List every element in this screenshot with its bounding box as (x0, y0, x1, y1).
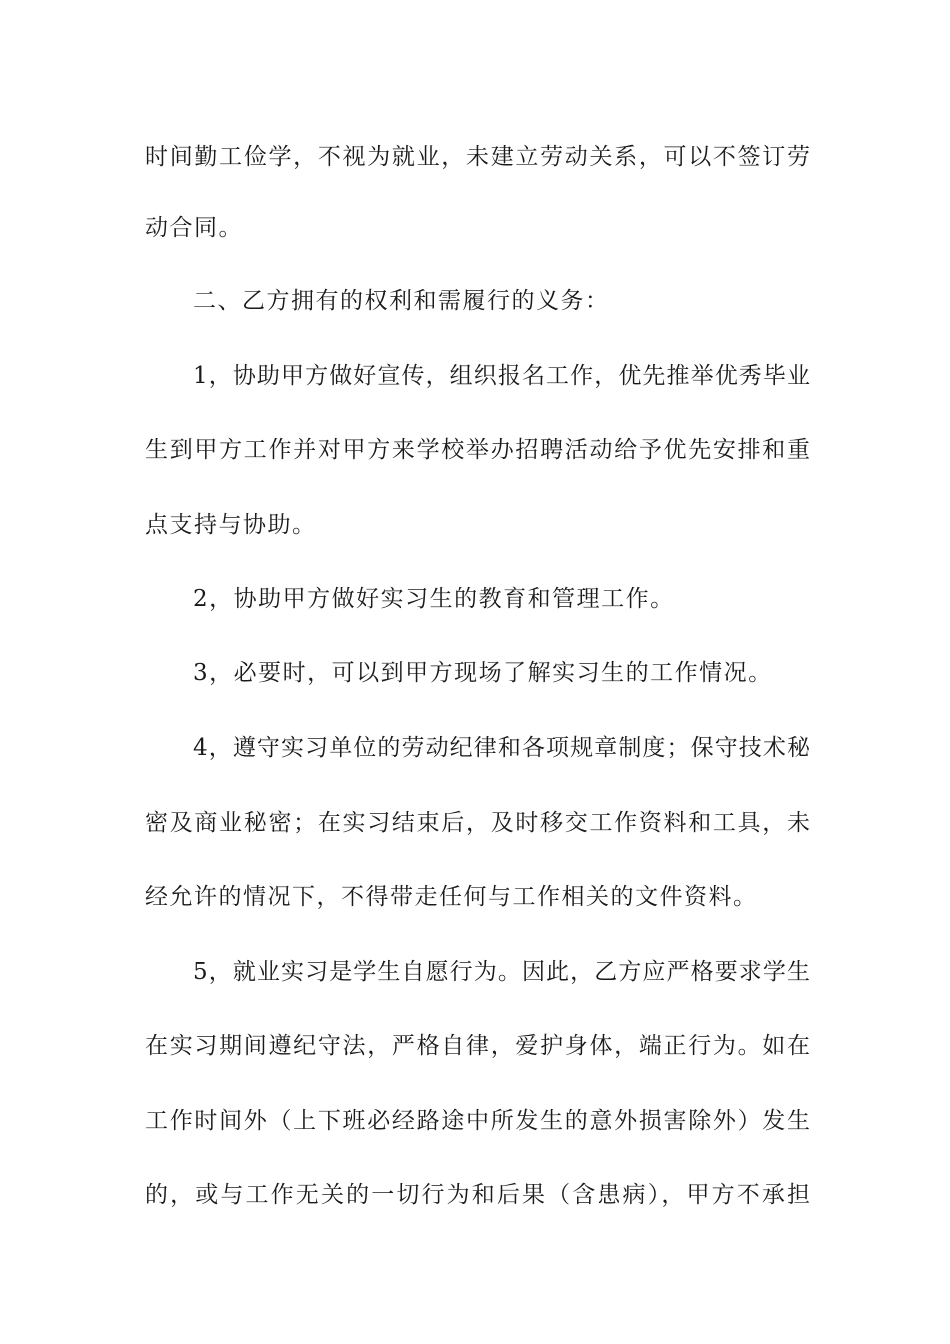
text-line-item-3: 3，必要时，可以到甲方现场了解实习生的工作情况。 (193, 660, 773, 686)
text-line-1: 时间勤工俭学，不视为就业，未建立劳动关系，可以不签订劳 (145, 144, 810, 170)
text-line-item-5b: 在实习期间遵纪守法，严格自律，爱护身体，端正行为。如在 (145, 1033, 810, 1059)
text-line-item-4b: 密及商业秘密；在实习结束后，及时移交工作资料和工具，未 (145, 810, 810, 836)
text-line-item-4a: 4，遵守实习单位的劳动纪律和各项规章制度；保守技术秘 (193, 735, 810, 761)
text-line-2: 动合同。 (145, 215, 243, 241)
section-heading-rights-obligations: 二、乙方拥有的权利和需履行的义务： (193, 288, 610, 314)
text-line-item-1b: 生到甲方工作并对甲方来学校举办招聘活动给予优先安排和重 (145, 437, 810, 463)
text-line-item-5d: 的，或与工作无关的一切行为和后果（含患病），甲方不承担 (145, 1182, 810, 1208)
text-line-item-2: 2，协助甲方做好实习生的教育和管理工作。 (193, 586, 675, 612)
text-line-item-1c: 点支持与协助。 (145, 512, 317, 538)
text-line-item-4c: 经允许的情况下，不得带走任何与工作相关的文件资料。 (145, 884, 758, 910)
text-line-item-5c: 工作时间外（上下班必经路途中所发生的意外损害除外）发生 (145, 1108, 810, 1134)
text-line-item-1a: 1，协助甲方做好宣传，组织报名工作，优先推举优秀毕业 (193, 363, 810, 389)
text-line-item-5a: 5，就业实习是学生自愿行为。因此，乙方应严格要求学生 (193, 959, 810, 985)
